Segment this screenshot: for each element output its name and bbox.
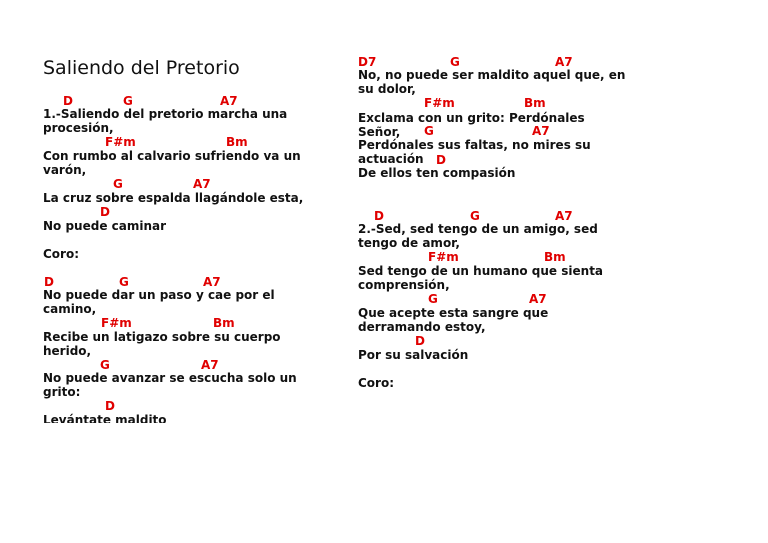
lyric-line: La cruz sobre espalda llagándole esta, <box>43 191 304 205</box>
chord: G <box>450 55 460 69</box>
chord-line <box>358 209 658 223</box>
lyric-line: Recibe un latigazo sobre su cuerpo herido, <box>43 330 281 358</box>
chord: Bm <box>524 96 546 110</box>
chord: F#m <box>424 96 455 110</box>
chord-line <box>358 96 658 110</box>
lyric-line: Sed tengo de un humano que sienta comprensión, <box>358 264 604 292</box>
chord: D <box>63 94 73 108</box>
chord-line <box>43 358 343 372</box>
chord-line <box>43 399 343 413</box>
lyric-line: Levántate maldito <box>43 413 167 423</box>
lyric-line: 1.-Saliendo del pretorio marcha una procesión, <box>43 107 288 135</box>
chord: A7 <box>193 177 211 191</box>
chord: G <box>123 94 133 108</box>
lyric-line: No, no puede ser maldito aquel que, en su dolor, <box>358 68 626 96</box>
lyric-line: No puede dar un paso y cae por el camino, <box>43 288 275 316</box>
chord: Bm <box>544 250 566 264</box>
chord: F#m <box>101 316 132 330</box>
lyric-line: Por su salvación <box>358 348 469 362</box>
chord-line <box>43 135 343 149</box>
lyric-line: No puede caminar <box>43 219 167 233</box>
chord: D <box>44 275 54 289</box>
chord: G <box>100 358 110 372</box>
chord-line <box>358 250 658 264</box>
chord-line <box>43 275 343 289</box>
chord: A7 <box>201 358 219 372</box>
chord-line <box>43 94 343 108</box>
chord: D <box>100 205 110 219</box>
chord-line <box>358 124 658 138</box>
coro-label: Coro: <box>358 376 395 390</box>
chord: F#m <box>428 250 459 264</box>
chord: D <box>105 399 115 413</box>
chord-line <box>43 177 343 191</box>
lyric-line: Que acepte esta sangre que derramando estoy, <box>358 306 549 334</box>
chord-line <box>43 316 343 330</box>
chord: A7 <box>220 94 238 108</box>
chord: D <box>436 153 446 167</box>
lyric-line: De ellos ten compasión <box>358 166 516 180</box>
chord: Bm <box>213 316 235 330</box>
chord: D <box>374 209 384 223</box>
chord: A7 <box>203 275 221 289</box>
chord-line <box>358 334 658 348</box>
chord-line <box>358 55 658 69</box>
chord-line <box>358 292 658 306</box>
chord: A7 <box>555 209 573 223</box>
chord: F#m <box>105 135 136 149</box>
chord: A7 <box>532 124 550 138</box>
chord: G <box>470 209 480 223</box>
chord: D7 <box>358 55 377 69</box>
chord-line <box>43 205 343 219</box>
chord: G <box>113 177 123 191</box>
left-column <box>43 0 343 423</box>
chord: A7 <box>555 55 573 69</box>
chord: G <box>428 292 438 306</box>
chord-line <box>358 153 658 167</box>
lyric-line: Con rumbo al calvario sufriendo va un varón, <box>43 149 301 177</box>
lyric-line: 2.-Sed, sed tengo de un amigo, sed tengo de amor, <box>358 222 598 250</box>
coro-label: Coro: <box>43 247 80 261</box>
chord: D <box>415 334 425 348</box>
chord: A7 <box>529 292 547 306</box>
lyric-line: Exclama con un grito: Perdónales Señor, <box>358 111 585 139</box>
chord: Bm <box>226 135 248 149</box>
chord: G <box>119 275 129 289</box>
song-title: Saliendo del Pretorio <box>43 57 240 79</box>
chord: G <box>424 124 434 138</box>
lyric-line: Perdónales sus faltas, no mires su actuación <box>358 138 591 166</box>
lyric-line: No puede avanzar se escucha solo un grito: <box>43 371 297 399</box>
